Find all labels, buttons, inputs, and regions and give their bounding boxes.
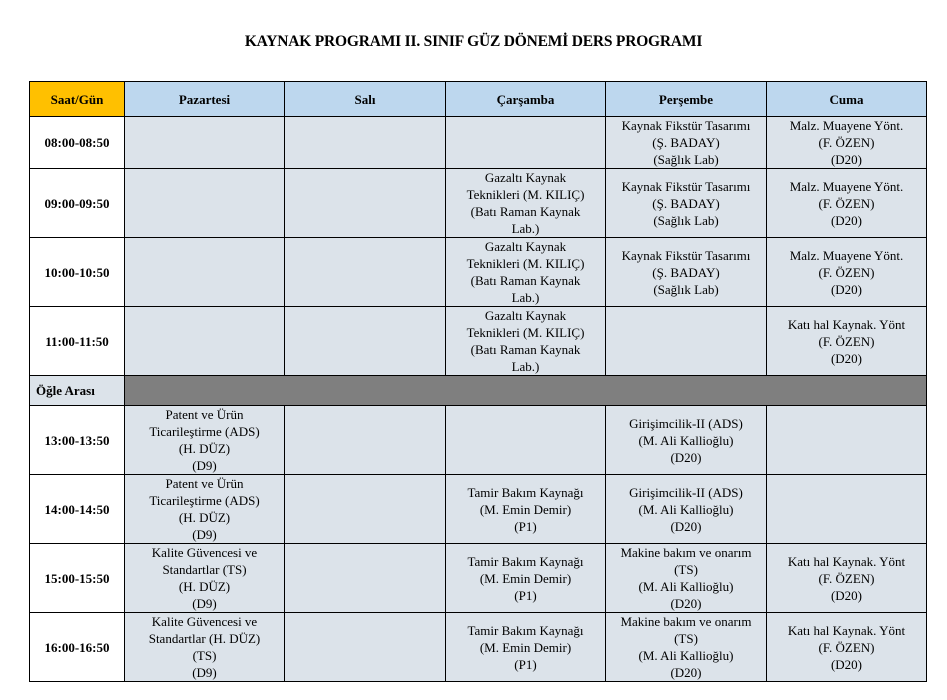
course-line: (P1) <box>514 518 537 534</box>
course-cell <box>446 544 606 613</box>
time-slot: 08:00-08:50 <box>30 117 125 169</box>
time-slot: 15:00-15:50 <box>30 544 125 613</box>
course-line: (H. DÜZ) <box>178 510 231 525</box>
course-line: Lab.) <box>511 221 540 236</box>
course-line: (D20) <box>670 596 702 611</box>
time-slot: 13:00-13:50 <box>30 406 125 475</box>
course-cell <box>606 169 767 238</box>
course-line: Katı hal Kaynak. Yönt <box>787 622 906 638</box>
course-cell <box>606 406 767 475</box>
course-line: (D20) <box>830 587 863 603</box>
course-cell <box>606 544 767 613</box>
course-cell <box>446 169 606 238</box>
course-line: (H. DÜZ) <box>178 579 231 594</box>
course-cell <box>767 544 927 613</box>
course-cell <box>446 613 606 682</box>
course-cell <box>446 475 606 544</box>
course-cell <box>767 307 927 376</box>
course-line: (Batı Raman Kaynak <box>470 342 581 357</box>
course-line: Gazaltı Kaynak <box>484 308 567 323</box>
schedule-row <box>30 475 927 544</box>
course-cell <box>446 307 606 376</box>
time-slot: 16:00-16:50 <box>30 613 125 682</box>
course-line: (D20) <box>670 449 702 465</box>
course-cell <box>606 475 767 544</box>
course-line: Malz. Muayene Yönt. <box>789 118 904 133</box>
course-cell <box>606 613 767 682</box>
course-line: (M. Emin Demir) <box>479 639 572 655</box>
course-cell <box>767 169 927 238</box>
course-line: Lab.) <box>511 359 540 374</box>
course-line: (F. ÖZEN) <box>818 639 875 655</box>
course-cell <box>767 406 927 475</box>
course-line: (D20) <box>830 350 863 366</box>
course-line: (D20) <box>670 665 702 680</box>
course-line: Lab.) <box>511 290 540 305</box>
schedule-row <box>30 307 927 376</box>
course-cell <box>767 613 927 682</box>
course-line: (M. Emin Demir) <box>479 501 572 517</box>
lunch-break-bar <box>125 376 927 406</box>
schedule-row <box>30 238 927 307</box>
course-cell <box>606 238 767 307</box>
course-line: (Ş. BADAY) <box>652 195 720 211</box>
course-line: (Sağlık Lab) <box>653 281 719 297</box>
course-line: (M. Emin Demir) <box>479 570 572 586</box>
day-header-friday: Cuma <box>767 82 927 117</box>
course-line: (F. ÖZEN) <box>818 195 875 211</box>
course-line: Gazaltı Kaynak <box>484 170 567 185</box>
course-line: Malz. Muayene Yönt. <box>789 178 904 194</box>
course-line: Kaynak Fikstür Tasarımı <box>621 178 751 194</box>
course-line: Gazaltı Kaynak <box>484 239 567 254</box>
page-title: KAYNAK PROGRAMI II. SINIF GÜZ DÖNEMİ DERS PROGRAMI <box>244 33 703 50</box>
time-slot: 10:00-10:50 <box>30 238 125 307</box>
course-line: Makine bakım ve onarım <box>620 545 752 560</box>
course-line: (P1) <box>514 587 537 603</box>
course-line: (Batı Raman Kaynak <box>470 273 581 288</box>
course-line: Kaynak Fikstür Tasarımı <box>621 247 751 263</box>
course-cell <box>125 169 285 238</box>
course-line: Patent ve Ürün <box>165 476 244 491</box>
time-slot: 14:00-14:50 <box>30 475 125 544</box>
day-header-wednesday: Çarşamba <box>446 82 606 117</box>
course-line: Teknikleri (M. KILIÇ) <box>466 187 585 202</box>
schedule-row <box>30 406 927 475</box>
day-header-thursday: Perşembe <box>606 82 767 117</box>
day-header-tuesday: Salı <box>285 82 446 117</box>
course-line: (M. Ali Kallioğlu) <box>638 501 734 517</box>
lunch-break-row <box>30 376 927 406</box>
course-line: Kalite Güvencesi ve <box>151 614 258 629</box>
course-line: (D20) <box>670 518 702 534</box>
course-line: (M. Ali Kallioğlu) <box>638 648 734 663</box>
course-cell <box>767 117 927 169</box>
course-line: Tamir Bakım Kaynağı <box>467 484 584 500</box>
course-line: Girişimcilik-II (ADS) <box>629 484 743 500</box>
time-slot: 11:00-11:50 <box>30 307 125 376</box>
course-line: (F. ÖZEN) <box>818 135 875 150</box>
course-line: (P1) <box>514 656 537 672</box>
course-line: (F. ÖZEN) <box>818 333 875 349</box>
course-line: Ticarileştirme (ADS) <box>149 424 260 439</box>
course-cell <box>446 117 606 169</box>
course-line: (TS) <box>674 562 698 577</box>
course-line: Makine bakım ve onarım <box>620 614 752 629</box>
course-line: (D9) <box>192 527 217 542</box>
course-cell <box>606 307 767 376</box>
course-line: (F. ÖZEN) <box>818 570 875 586</box>
course-cell <box>285 544 446 613</box>
course-line: (TS) <box>192 648 217 663</box>
course-line: Teknikleri (M. KILIÇ) <box>466 256 585 271</box>
schedule-row <box>30 117 927 169</box>
course-line: Standartlar (H. DÜZ) <box>148 631 261 646</box>
course-line: (Ş. BADAY) <box>652 264 720 280</box>
course-line: (Sağlık Lab) <box>653 152 719 167</box>
course-line: (D20) <box>830 152 863 167</box>
course-line: Kaynak Fikstür Tasarımı <box>621 118 751 133</box>
course-cell <box>125 406 285 475</box>
course-cell <box>446 406 606 475</box>
course-cell <box>767 475 927 544</box>
lunch-break-label: Öğle Arası <box>30 376 125 406</box>
course-cell <box>767 238 927 307</box>
course-line: Malz. Muayene Yönt. <box>789 247 904 263</box>
course-line: Patent ve Ürün <box>165 407 244 422</box>
course-cell <box>285 307 446 376</box>
course-line: (D20) <box>830 212 863 228</box>
schedule-row <box>30 544 927 613</box>
course-cell <box>446 238 606 307</box>
schedule-row <box>30 169 927 238</box>
course-line: (D9) <box>192 665 217 680</box>
course-line: (Batı Raman Kaynak <box>470 204 581 219</box>
course-line: Tamir Bakım Kaynağı <box>467 553 584 569</box>
header-row <box>30 82 927 117</box>
course-line: (D9) <box>192 596 217 611</box>
course-line: (F. ÖZEN) <box>818 264 875 280</box>
course-line: Ticarileştirme (ADS) <box>149 493 260 508</box>
course-line: Teknikleri (M. KILIÇ) <box>466 325 585 340</box>
day-header-monday: Pazartesi <box>125 82 285 117</box>
course-cell <box>606 117 767 169</box>
time-slot: 09:00-09:50 <box>30 169 125 238</box>
course-line: (D20) <box>830 656 863 672</box>
course-line: Girişimcilik-II (ADS) <box>629 415 743 431</box>
course-cell <box>125 475 285 544</box>
course-cell <box>125 307 285 376</box>
corner-header: Saat/Gün <box>30 82 125 117</box>
course-cell <box>285 238 446 307</box>
course-cell <box>285 613 446 682</box>
course-cell <box>125 238 285 307</box>
course-line: (Sağlık Lab) <box>653 212 719 228</box>
schedule-row <box>30 613 927 682</box>
course-cell <box>125 117 285 169</box>
course-line: (TS) <box>674 631 698 646</box>
course-line: Standartlar (TS) <box>162 562 247 577</box>
course-line: (H. DÜZ) <box>178 441 231 456</box>
course-cell <box>285 406 446 475</box>
course-line: (M. Ali Kallioğlu) <box>638 579 734 594</box>
course-line: Kalite Güvencesi ve <box>151 545 258 560</box>
course-line: Tamir Bakım Kaynağı <box>467 622 584 638</box>
course-cell <box>125 544 285 613</box>
schedule-table <box>29 81 927 682</box>
course-line: (D9) <box>192 458 217 473</box>
course-cell <box>285 169 446 238</box>
course-cell <box>285 475 446 544</box>
course-cell <box>125 613 285 682</box>
course-line: (M. Ali Kallioğlu) <box>638 432 734 448</box>
course-cell <box>285 117 446 169</box>
course-line: Katı hal Kaynak. Yönt <box>787 553 906 569</box>
course-line: Katı hal Kaynak. Yönt <box>787 316 906 332</box>
course-line: (D20) <box>830 281 863 297</box>
course-line: (Ş. BADAY) <box>652 135 720 150</box>
